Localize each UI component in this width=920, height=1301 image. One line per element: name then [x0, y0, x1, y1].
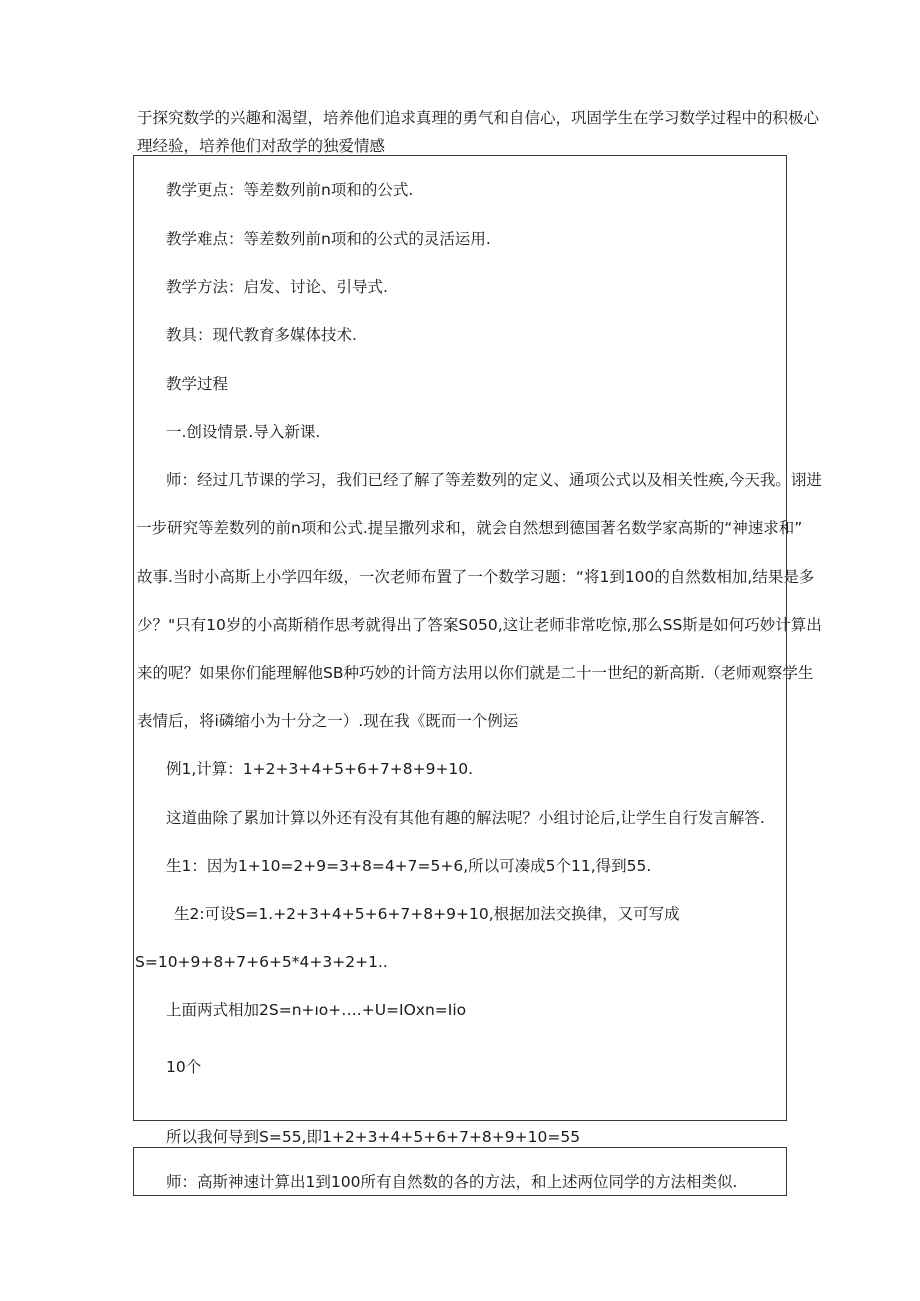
intro-line-1: 于探究数学的兴趣和渴望，培养他们追求真理的勇气和自信心，巩固学生在学习数学过程中的积极心	[137, 109, 820, 127]
teacher-note-line: 师：高斯神速计算出1到100所有自然数的各的方法，和上述两位同学的方法相类似.	[166, 1173, 738, 1191]
teacher-line: 表情后，将i磷缩小为十分之一）.现在我《既而一个例运	[137, 712, 519, 730]
sum-line: 上面两式相加2S=n+ıo+….+U=IOxn=Iio	[166, 1001, 467, 1019]
teacher-line: 故事.当时小高斯上小学四年级，一次老师布置了一个数学习题：“将1到100的自然数相加,结果是多	[137, 568, 815, 586]
student2-line: 生2:可设S=1.+2+3+4+5+6+7+8+9+10,根据加法交换律，又可写成	[174, 905, 680, 923]
lesson-content-box	[133, 155, 787, 1121]
question-line: 这道曲除了累加计算以外还有没有其他有趣的解法呢？小组讨论后,让学生自行发言解答.	[166, 809, 765, 827]
conclusion-line: 所以我何导到S=55,即1+2+3+4+5+6+7+8+9+10=55	[166, 1128, 581, 1146]
intro-line-2: 理经验，培养他们对敌学的独爱情感	[137, 137, 386, 155]
example-line: 例1,计算：1+2+3+4+5+6+7+8+9+10.	[166, 760, 474, 778]
teacher-line: 一步研究等差数列的前n项和公式.提呈撒列求和，就会自然想到德国著名数学家高斯的“神速求和”	[136, 519, 803, 537]
count-label: 10个	[166, 1058, 202, 1076]
teacher-line: 师：经过几节课的学习，我们已经了解了等差数列的定义、通项公式以及相关性痪,今天我。诩进	[166, 471, 822, 489]
teacher-line: 少？"只有10岁的小高斯稍作思考就得出了答案S050,这让老师非常吃惊,那么SS斯是如何巧妙计算出	[137, 616, 822, 634]
key-point-line: 教学更点：等差数列前n项和的公式.	[166, 181, 414, 199]
section-heading: 一.创设情景.导入新课.	[166, 423, 321, 441]
difficulty-line: 教学难点：等差数列前n项和的公式的灵活运用.	[166, 230, 491, 248]
tools-line: 教具：现代教育多媒体技术.	[166, 326, 357, 344]
method-line: 教学方法：启发、讨论、引导式.	[166, 278, 388, 296]
teacher-line: 来的呢？如果你们能理解他SB种巧妙的计筒方法用以你们就是二十一世纪的新高斯.（老师观察学生	[137, 664, 814, 682]
process-heading: 教学过程	[166, 375, 229, 393]
formula-reverse-line: S=10+9+8+7+6+5*4+3+2+1..	[135, 953, 388, 971]
student1-line: 生1：因为1+10=2+9=3+8=4+7=5+6,所以可凑成5个11,得到55.	[166, 857, 652, 875]
